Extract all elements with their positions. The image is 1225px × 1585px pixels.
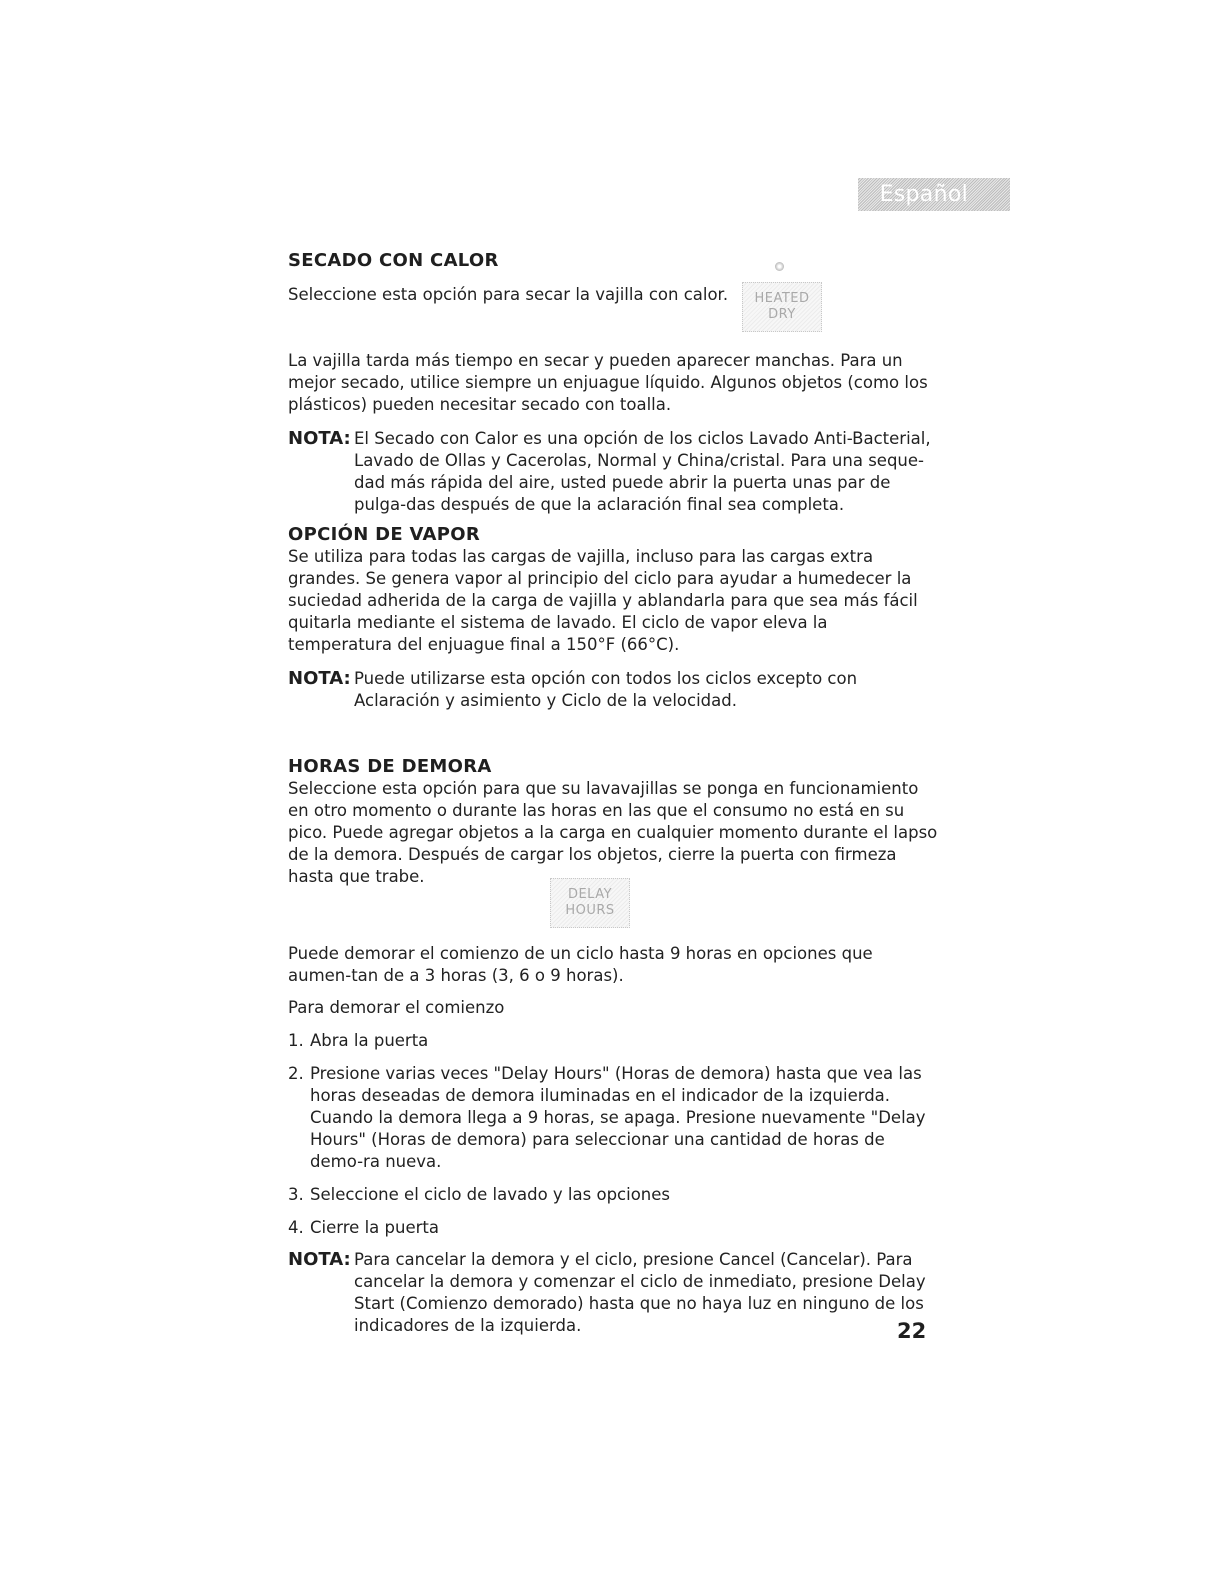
note-text: Puede utilizarse esta opción con todos los ciclos excepto con Aclaración y asimiento y Ciclo de la velocidad.: [354, 669, 858, 710]
delay-heading: HORAS DE DEMORA: [288, 756, 492, 777]
language-tab: Español: [858, 178, 1010, 211]
delay-button-label-2: HOURS: [565, 903, 615, 918]
note-text: Para cancelar la demora y el ciclo, presione Cancel (Cancelar). Para cancelar la demora y comenzar el ciclo de inmediato, presione Delay Start (Comienzo demorado) hasta que no haya luz en ninguno de los indicadores de la izquierda.: [354, 1250, 926, 1335]
delay-body-2: Puede demorar el comienzo de un ciclo hasta 9 horas en opciones que aumen-tan de a 3 horas (3, 6 o 9 horas).: [288, 944, 873, 985]
step-number: 1.: [288, 1031, 304, 1050]
step-number: 3.: [288, 1185, 304, 1204]
steam-note: [288, 668, 938, 712]
heated-dry-heading: SECADO CON CALOR: [288, 250, 499, 271]
delay-note: [288, 1249, 938, 1337]
list-item: [288, 1184, 928, 1206]
list-item: [288, 1063, 928, 1173]
heated-dry-body: La vajilla tarda más tiempo en secar y pueden aparecer manchas. Para un mejor secado, utilice siempre un enjuague líquido. Algunos objetos (como los plásticos) pueden necesitar secado con toalla.: [288, 351, 928, 414]
delay-body: Seleccione esta opción para que su lavavajillas se ponga en funcionamiento en otro momento o durante las horas en las que el consumo no está en su pico. Puede agregar objetos a la carga en cualquier momento durante el lapso de la demora. Después de cargar los objetos, cierre la puerta con firmeza hasta que trabe.: [288, 779, 938, 886]
note-label: NOTA:: [288, 428, 351, 449]
delay-steps-intro: Para demorar el comienzo: [288, 998, 505, 1017]
step-text: Cierre la puerta: [310, 1218, 439, 1237]
heated-dry-note: [288, 428, 938, 516]
list-item: [288, 1030, 928, 1052]
delay-button-label-1: DELAY: [567, 887, 613, 902]
step-text: Abra la puerta: [310, 1031, 429, 1050]
heated-dry-button-label-2: DRY: [768, 307, 796, 322]
step-number: 4.: [288, 1218, 304, 1237]
delay-hours-button-icon: [550, 878, 630, 928]
heated-dry-intro: Seleccione esta opción para secar la vajilla con calor.: [288, 285, 729, 304]
note-label: NOTA:: [288, 1249, 351, 1270]
step-text: Seleccione el ciclo de lavado y las opciones: [310, 1185, 670, 1204]
note-label: NOTA:: [288, 668, 351, 689]
steam-heading: OPCIÓN DE VAPOR: [288, 524, 481, 545]
heated-dry-button-label-1: HEATED: [754, 291, 810, 306]
step-number: 2.: [288, 1064, 304, 1083]
step-text: Presione varias veces "Delay Hours" (Horas de demora) hasta que vea las horas deseadas de demora iluminadas en el indicador de la izquierda. Cuando la demora llega a 9 horas, se apaga. Presione nuevamente "Delay Hours" (Horas de demora) para seleccionar una cantidad de horas de demo-ra nueva.: [310, 1064, 926, 1171]
indicator-light-icon: [775, 262, 784, 271]
steam-body: Se utiliza para todas las cargas de vajilla, incluso para las cargas extra grandes. Se genera vapor al principio del ciclo para ayudar a humedecer la suciedad adherida de la carga de vajilla y ablandarla para que sea más fácil quitarla mediante el sistema de lavado. El ciclo de vapor eleva la temperatura del enjuague final a 150°F (66°C).: [288, 547, 918, 654]
page-number: 22: [897, 1319, 927, 1343]
heated-dry-button-icon: [742, 282, 822, 332]
note-text: El Secado con Calor es una opción de los ciclos Lavado Anti-Bacterial, Lavado de Ollas y Cacerolas, Normal y China/cristal. Para una seque-dad más rápida del aire, usted puede abrir la puerta unas par de pulga-das después de que la aclaración final sea completa.: [354, 429, 931, 514]
list-item: [288, 1217, 928, 1239]
delay-steps-list: [288, 1030, 928, 1250]
